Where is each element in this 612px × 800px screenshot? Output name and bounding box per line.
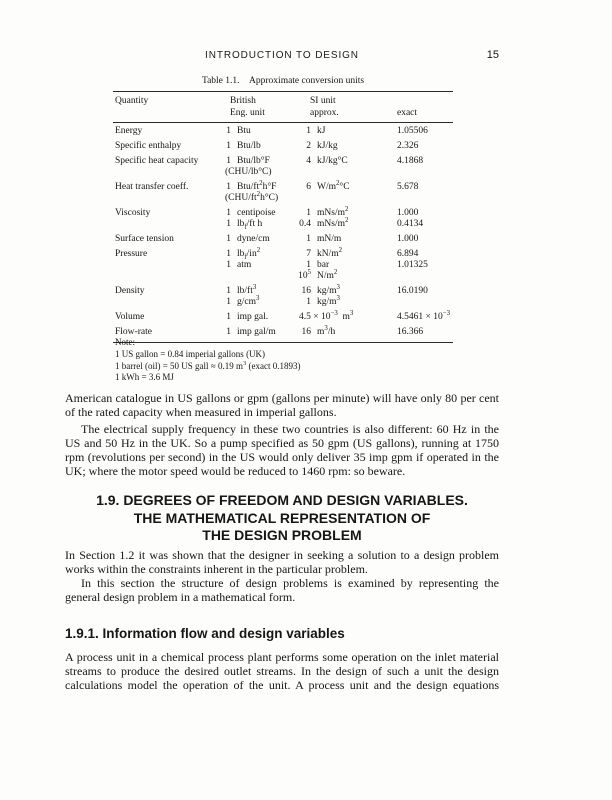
column-header-british: British Eng. unit: [230, 96, 265, 118]
table-row: [113, 156, 453, 178]
exact-value-cell: 16.366: [397, 327, 424, 337]
british-unit-cell: 1 Btu/lb°F: [226, 156, 270, 166]
exact-value-cell: 2.326: [397, 141, 419, 151]
quantity-cell: Heat transfer coeff.: [115, 182, 189, 192]
british-unit-cell: 1 dyne/cm: [226, 234, 270, 244]
exact-value-cell: 1.000: [397, 234, 419, 244]
page-number: 15: [486, 49, 499, 61]
section-heading-1-9: 1.9. DEGREES OF FREEDOM AND DESIGN VARIABLES. THE MATHEMATICAL REPRESENTATION OF THE DESIGN PROBLEM: [96, 492, 468, 543]
table-row: [113, 141, 453, 152]
column-header-exact: exact: [397, 107, 418, 118]
quantity-cell: Energy: [115, 126, 143, 136]
conversion-table: [113, 76, 453, 343]
quantity-cell: Viscosity: [115, 208, 151, 218]
exact-value-cell: [397, 193, 453, 204]
running-head: INTRODUCTION TO DESIGN: [205, 50, 359, 61]
quantity-cell: Surface tension: [115, 234, 174, 244]
quantity-cell: [113, 219, 225, 230]
table-row: [113, 234, 453, 245]
table-row: [113, 309, 453, 323]
british-unit-cell: 1 centipoise: [226, 208, 276, 218]
si-unit-cell: 1 kJ: [306, 126, 326, 136]
table-row: [113, 179, 453, 204]
table-header: [113, 92, 453, 122]
si-unit-cell: 1 bar: [306, 260, 330, 270]
quantity-cell: Pressure: [115, 249, 148, 259]
quantity-cell: Volume: [115, 312, 145, 322]
column-header-quantity: Quantity: [115, 96, 149, 106]
british-unit-cell: 1 atm: [226, 260, 252, 270]
paragraph-process-unit: A process unit in a chemical process plant performs some operation on the inlet material streams to produce the desired outlet streams. In the design of such a unit the design calculations model the operation of the unit. A process unit and the design equations: [65, 650, 499, 692]
british-unit-cell: 1 imp gal/m: [226, 327, 276, 337]
exact-value-cell: 4.1868: [397, 156, 424, 166]
table-rows: [113, 123, 453, 342]
exact-value-cell: [397, 167, 453, 178]
table-note: [115, 337, 455, 384]
si-unit-cell: 7 $kN/m^2$: [306, 246, 343, 259]
note-line: 1 kWh = 3.6 MJ: [115, 372, 174, 383]
si-unit-cell: 1 $kg/m^3$: [306, 294, 340, 307]
paragraph-frequency: The electrical supply frequency in these two countries is also different: 60 Hz in the US and 50 Hz in the UK. So a pump specified as 50 gpm (US gallons), running at 1750 rpm (revolutions per second) in the US would only deliver 35 imp gpm if operated in the UK; where the motor speed would be reduced to 1460 rpm: so beware.: [65, 422, 499, 478]
quantity-cell: [113, 167, 225, 178]
si-unit-cell: 6 $W/m^2^\circ C$: [306, 179, 350, 192]
quantity-cell: [113, 260, 225, 271]
quantity-cell: Density: [115, 286, 145, 296]
exact-value-cell: 1.05506: [397, 126, 428, 136]
table-title: Table 1.1. Approximate conversion units: [201, 76, 365, 86]
subsection-heading-1-9-1: 1.9.1. Information flow and design variables: [65, 626, 345, 641]
si-unit-cell: 1 mN/m: [306, 234, 342, 244]
british-unit-cell: 1 Btu/$ft^2h^\circ F$: [226, 179, 277, 192]
british-unit-cell: 1 $lb/ft^3$: [226, 283, 257, 296]
si-unit-cell: 1 mNs/$m^2$: [306, 205, 349, 218]
british-unit-cell: (CHU/lb°C): [225, 167, 272, 177]
exact-value-cell: 1.01325: [397, 260, 428, 270]
british-unit-cell: $(CHU/ft^2h^\circ C)$: [225, 190, 279, 203]
exact-value-cell: [397, 297, 453, 308]
quantity-cell: [113, 271, 225, 282]
exact-value-cell: [397, 271, 453, 282]
table-row: [113, 205, 453, 231]
si-unit-cell: 0.4 mNs/$m^2$: [299, 216, 349, 229]
exact-value-cell: 6.894: [397, 249, 419, 259]
british-unit-cell: 1 Btu/lb: [226, 141, 261, 151]
table-row: [113, 246, 453, 282]
si-unit-cell: $10^5$ $N/m^2$: [298, 268, 338, 281]
si-unit-cell: $4.5 \times 10^{-3}$ $m^3$: [299, 309, 354, 322]
paragraph-structure: In this section the structure of design problems is examined by representing the general design problem in a mathematical form.: [65, 576, 499, 604]
british-unit-cell: 1 $g/cm^3$: [226, 294, 260, 307]
si-unit-cell: 16 $m^3/h$: [301, 324, 336, 337]
paragraph-section-1-2: In Section 1.2 it was shown that the designer in seeking a solution to a design problem works within the constraints inherent in the particular problem.: [65, 548, 499, 576]
note-line: 1 US gallon = 0.84 imperial gallons (UK): [115, 348, 266, 359]
quantity-cell: Specific heat capacity: [115, 156, 199, 166]
exact-value-cell: 16.0190: [397, 286, 428, 296]
note-label: Note:: [115, 337, 135, 347]
section-paragraphs: [65, 548, 499, 604]
exact-value-cell: $4.5461 \times 10^{-3}$: [397, 309, 450, 322]
note-line: 1 barrel (oil) = 50 US gall ≈ 0.19 $m^3$ (exact 0.1893): [115, 359, 301, 371]
si-unit-cell: 4 kJ/kg°C: [306, 156, 348, 166]
table-row: [113, 283, 453, 308]
si-unit-cell: 2 kJ/kg: [306, 141, 338, 151]
quantity-cell: [113, 297, 225, 308]
british-unit-cell: 1 Btu: [226, 126, 251, 136]
british-unit-cell: 1 imp gal.: [226, 312, 269, 322]
british-unit-cell: 1 $lb_f/ft$ h: [226, 219, 263, 231]
si-unit-cell: [295, 193, 397, 204]
british-unit-cell: [225, 271, 295, 282]
si-unit-cell: [295, 167, 397, 178]
british-unit-cell: 1 $lb_f/in^2$: [226, 246, 261, 261]
exact-value-cell: 1.000: [397, 208, 419, 218]
exact-value-cell: 0.4134: [397, 219, 424, 229]
page-header: [65, 50, 499, 64]
exact-value-cell: 5.678: [397, 182, 419, 192]
paragraph-catalogue: American catalogue in US gallons or gpm (gallons per minute) will have only 80 per cent of the rated capacity when measured in imperial gallons.: [65, 391, 499, 419]
table-row: [113, 126, 453, 137]
quantity-cell: [113, 193, 225, 204]
quantity-cell: Flow-rate: [115, 327, 152, 337]
quantity-cell: Specific enthalpy: [115, 141, 182, 151]
si-unit-cell: 16 $kg/m^3$: [301, 283, 340, 296]
column-header-si: SI unit approx.: [310, 96, 339, 118]
